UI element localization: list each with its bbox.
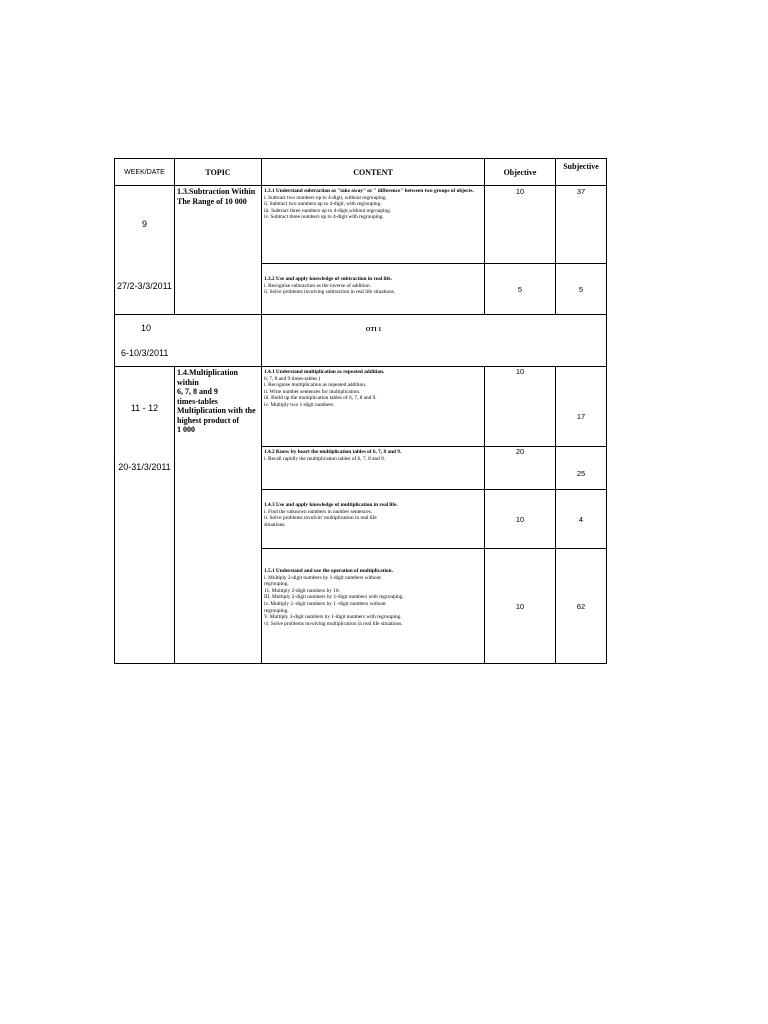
topic-line: 1.4.Multiplication within [177,368,238,387]
content-cell [262,186,485,264]
week-number: 9 [141,219,147,229]
objective-value: 10 [485,490,556,549]
week-date-cell [115,367,175,664]
objective-value: 10 [485,549,556,664]
content-heading: 1.3.2 Use and apply knowledge of subtraction in real life. [264,276,392,283]
content-line: iv. Multiply 3 -digit numbers by 1 -digit numbers without [264,600,386,607]
content-line: iii. Subtract three numbers up to 4-digit,without regrouping. [264,207,392,214]
content-line: regrouping. [264,607,289,614]
week-number: 11 - 12 [130,403,159,413]
table-row [115,186,607,264]
content-line: i. Subtract two numbers up to 4-digit, without regrouping. [264,194,387,201]
date-range: 20-31/3/2011 [118,462,171,472]
subjective-value: 5 [556,264,607,315]
topic-line: times-tables [177,396,218,406]
content-line: 6, 7, 8 and 9 times-tables ) [264,375,321,382]
table-row [115,315,607,367]
content-line: situations. [264,521,286,528]
week-date-cell [115,315,262,367]
subjective-value: 17 [556,367,607,447]
content-heading: 1.3.1 Understand subtraction as "take away" or " difference" between two groups of objects. [264,188,474,194]
subjective-value: 62 [556,549,607,664]
content-line: ii. Subtract two numbers up to 4-digit, with regrouping. [264,201,382,208]
subjective-value: 37 [556,186,607,264]
content-heading: 1.4.3 Use and apply knowledge of multiplication in real life. [264,502,398,508]
topic-cell: 1.3.Subtraction Within The Range of 10 000 [175,186,262,315]
objective-value: 10 [485,186,556,264]
objective-value: 20 [485,447,556,490]
header-objective: Objective [485,159,556,186]
content-line: iii. Build up the multiplication tables of 6, 7, 8 and 9. [264,395,377,402]
content-line: V. Multiply 3-digit numbers by 1-digit numbers with regrouping. [264,614,402,621]
topic-cell [175,367,262,664]
content-line: ii. Solve problems involvin' multiplication in real life [264,515,377,522]
subjective-value: 4 [556,490,607,549]
content-line: i. Recall rapidly the multiplication tables of 6, 7, 8 and 9. [264,455,386,462]
content-line: iv. Multiply two 1-digit numbers. [264,401,335,408]
topic-line: highest product of [177,415,240,425]
date-range: 6-10/3/2011 [121,348,169,358]
oti-label: OTI 1 [365,327,382,333]
topic-line: 6, 7, 8 and 9 [177,387,218,396]
content-cell [262,264,485,315]
content-line: iv. Subtract three numbers up to 4-digit with regrouping. [264,214,384,221]
content-line: i. Find the unknown numbers in number sentences. [264,508,373,515]
objective-value: 5 [485,264,556,315]
content-line: III. Multiply 2-digit numbers by 1-digit numbers with regrouping. [264,594,404,601]
objective-value: 10 [485,367,556,447]
content-line: i. Recognise subtraction as the inverse of addition. [264,282,371,289]
content-line: i. Multiply 2-digit numbers by 1-digit numbers without [264,574,381,581]
lesson-plan-table [114,158,607,664]
header-content: CONTENT [262,159,485,186]
content-cell [262,315,607,367]
content-cell [262,447,485,490]
content-line: i. Recognise multiplication as repeated addition. [264,382,367,389]
content-heading: 1.4.1 Understand multiplication as repeated addition. [264,369,385,375]
subjective-value: 25 [556,447,607,490]
content-line: ii. Write number sentences for multiplication. [264,388,361,395]
content-line: regrouping. [264,581,289,588]
header-subjective: Subjective [556,159,607,186]
header-row [115,159,607,186]
week-date-cell [115,186,175,315]
content-heading: 1.5.1 Understand and use the operation of multiplication. [264,568,393,574]
content-cell [262,367,485,447]
content-line: ii. Solve problems involving subtraction in real life situations. [264,289,396,296]
date-range: 27/2-3/3/2011 [117,281,172,291]
table-row [115,367,607,447]
content-line: vi. Solve problems involving multiplication in real life situations. [264,620,403,627]
content-cell [262,549,485,664]
header-week-date: WEEK/DATE [115,159,175,186]
content-cell [262,490,485,549]
topic-line: 1 000 [177,425,195,434]
content-heading: 1.4.2 Know by heart the multiplication tables of 6, 7, 8 and 9. [264,449,402,455]
content-line: 11. Multiply 2-digit numbers by 10. [264,587,340,594]
header-topic: TOPIC [175,159,262,186]
topic-line: Multiplication with the [177,406,256,415]
week-number: 10 [141,323,152,333]
